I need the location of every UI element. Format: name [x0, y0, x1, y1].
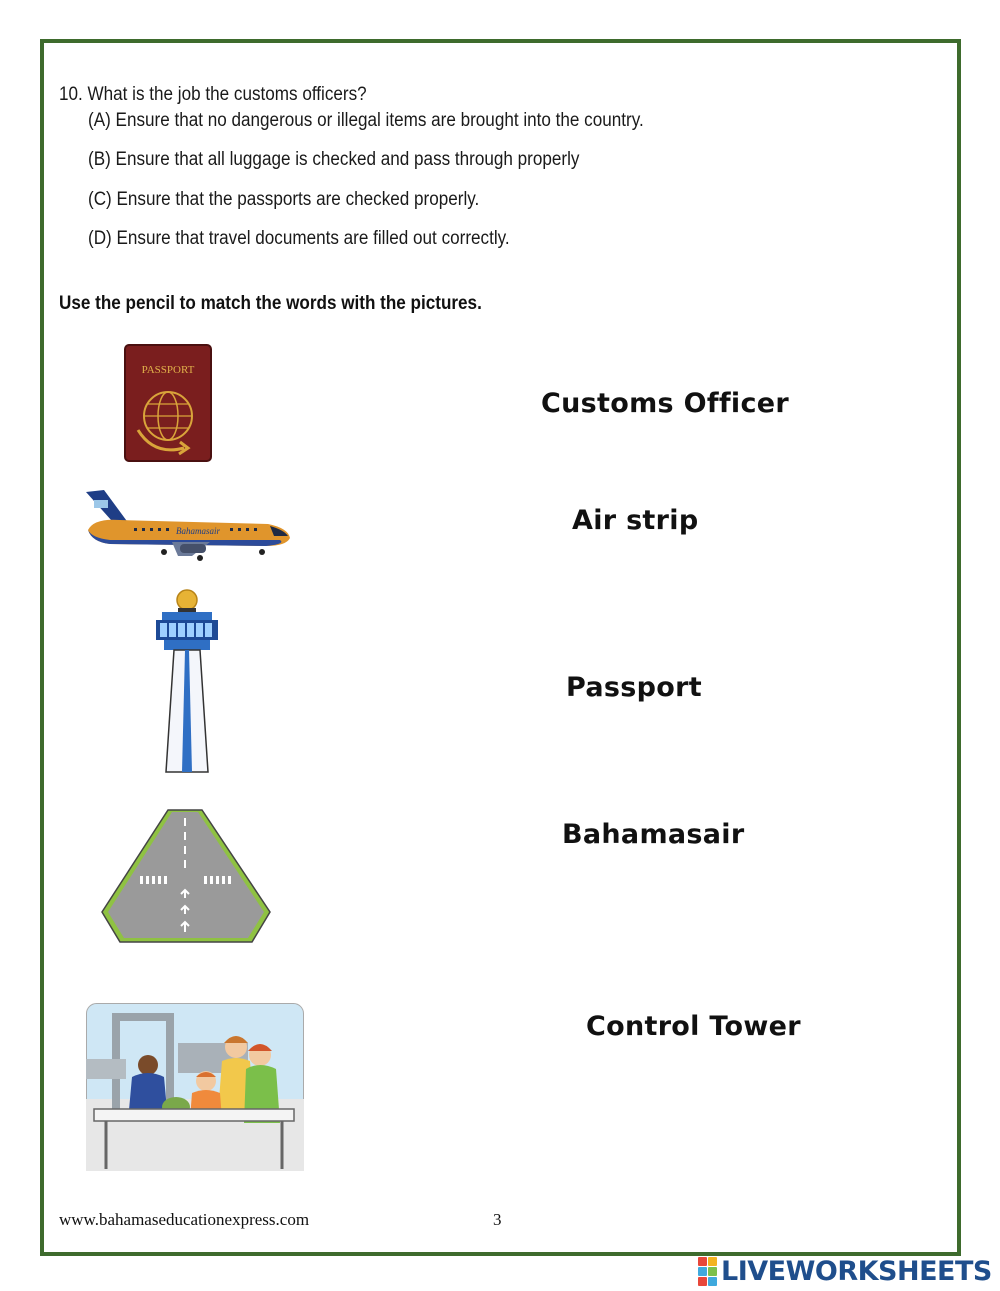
- page-number: 3: [493, 1210, 502, 1229]
- word-passport[interactable]: Passport: [566, 672, 702, 703]
- word-control-tower[interactable]: Control Tower: [586, 1011, 801, 1042]
- option-d: (D) Ensure that travel documents are filled out correctly.: [88, 228, 510, 249]
- option-b: (B) Ensure that all luggage is checked and pass through properly: [88, 149, 580, 170]
- airstrip-picture: [100, 808, 272, 944]
- control-tower-picture: [154, 588, 220, 774]
- footer-url: www.bahamaseducationexpress.com: [59, 1210, 310, 1229]
- option-a: (A) Ensure that no dangerous or illegal items are brought into the country.: [88, 110, 644, 131]
- plane-livery-text: Bahamasair: [175, 526, 221, 536]
- word-bahamasair[interactable]: Bahamasair: [562, 819, 745, 850]
- airplane-picture: [80, 486, 294, 568]
- instruction-text: Use the pencil to match the words with the pictures.: [59, 293, 482, 314]
- passport-cover-text: PASSPORT: [141, 364, 195, 376]
- brand-name: LIVEWORKSHEETS: [721, 1255, 992, 1287]
- liveworksheets-logo: [698, 1256, 992, 1286]
- logo-blocks-icon: [698, 1257, 717, 1286]
- word-customs-officer[interactable]: Customs Officer: [541, 388, 790, 419]
- option-c: (C) Ensure that the passports are checked properly.: [88, 189, 480, 210]
- passport-picture: [124, 344, 212, 462]
- customs-officer-picture: [86, 1003, 304, 1171]
- word-air-strip[interactable]: Air strip: [572, 505, 699, 536]
- question-text: 10. What is the job the customs officers?: [59, 84, 367, 105]
